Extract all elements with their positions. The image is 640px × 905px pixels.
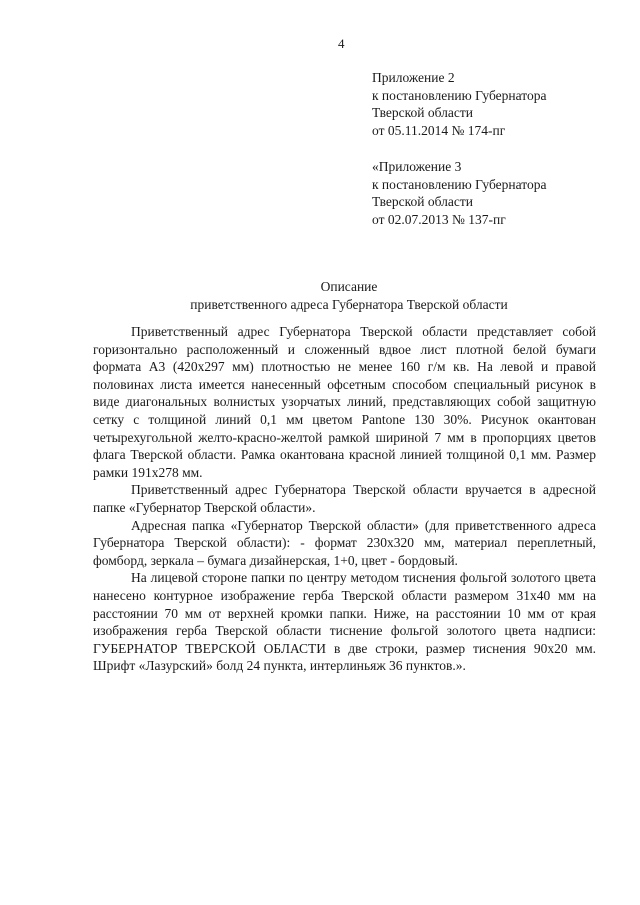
document-title [0, 278, 640, 314]
appendix-current-line-4: от 05.11.2014 № 174-пг [372, 122, 506, 138]
appendix-previous-line-4: от 02.07.2013 № 137-пг [372, 211, 506, 227]
title-heading: Описание [320, 279, 378, 294]
body-paragraph-2: Приветственный адрес Губернатора Тверской области вручается в адресной папке «Губернатор Тверской области». [93, 482, 596, 515]
title-subheading: приветственного адреса Губернатора Тверской области [190, 297, 508, 312]
appendix-previous-line-3: Тверской области [372, 194, 473, 209]
appendix-previous-header [372, 158, 622, 228]
page-number: 4 [338, 36, 345, 51]
appendix-previous-line-1: «Приложение 3 [372, 159, 462, 174]
appendix-current-line-3: Тверской области [372, 105, 473, 120]
appendix-current-line-1: Приложение 2 [372, 70, 455, 85]
appendix-current-line-2: к постановлению Губернатора [372, 87, 547, 103]
body-paragraph-1: Приветственный адрес Губернатора Тверской области представляет собой горизонтально расположенный и сложенный вдвое лист плотной белой бумаги формата А3 (420х297 мм) плотностью не менее 160 г/м кв. На левой и правой половинах листа имеется нанесенный офсетным способом специальный рисунок в виде диагональных волнистых узорчатых линий, представляющих собой защитную сетку с толщиной линий 0,1 мм цветом Pantone 130 30%. Рисунок окантован четырехугольной желто-красно-желтой рамкой шириной 7 мм в пропорциях цветов флага Тверской области. Рамка окантована красной линией толщиной 0,1 мм. Размер рамки 191х278 мм. [93, 324, 596, 480]
document-body [93, 323, 596, 675]
body-paragraph-4: На лицевой стороне папки по центру методом тиснения фольгой золотого цвета нанесено контурное изображение герба Тверской области размером 31х40 мм на расстоянии 70 мм от верхней кромки папки. Ниже, на расстоянии 10 мм от края изображения герба Тверской области тиснение фольгой золотого цвета надписи: ГУБЕРНАТОР ТВЕРСКОЙ ОБЛАСТИ в две строки, размер тиснения 90х20 мм. Шрифт «Лазурский» болд 24 пункта, интерлиньяж 36 пунктов.». [93, 570, 596, 674]
appendix-previous-line-2: к постановлению Губернатора [372, 176, 547, 192]
appendix-current-header [372, 69, 622, 139]
body-paragraph-3: Адресная папка «Губернатор Тверской области» (для приветственного адреса Губернатора Тверской области): - формат 230х320 мм, материал переплетный, фомборд, зеркала – бумага дизайнерская, 1+0, цвет - бордовый. [93, 517, 596, 568]
